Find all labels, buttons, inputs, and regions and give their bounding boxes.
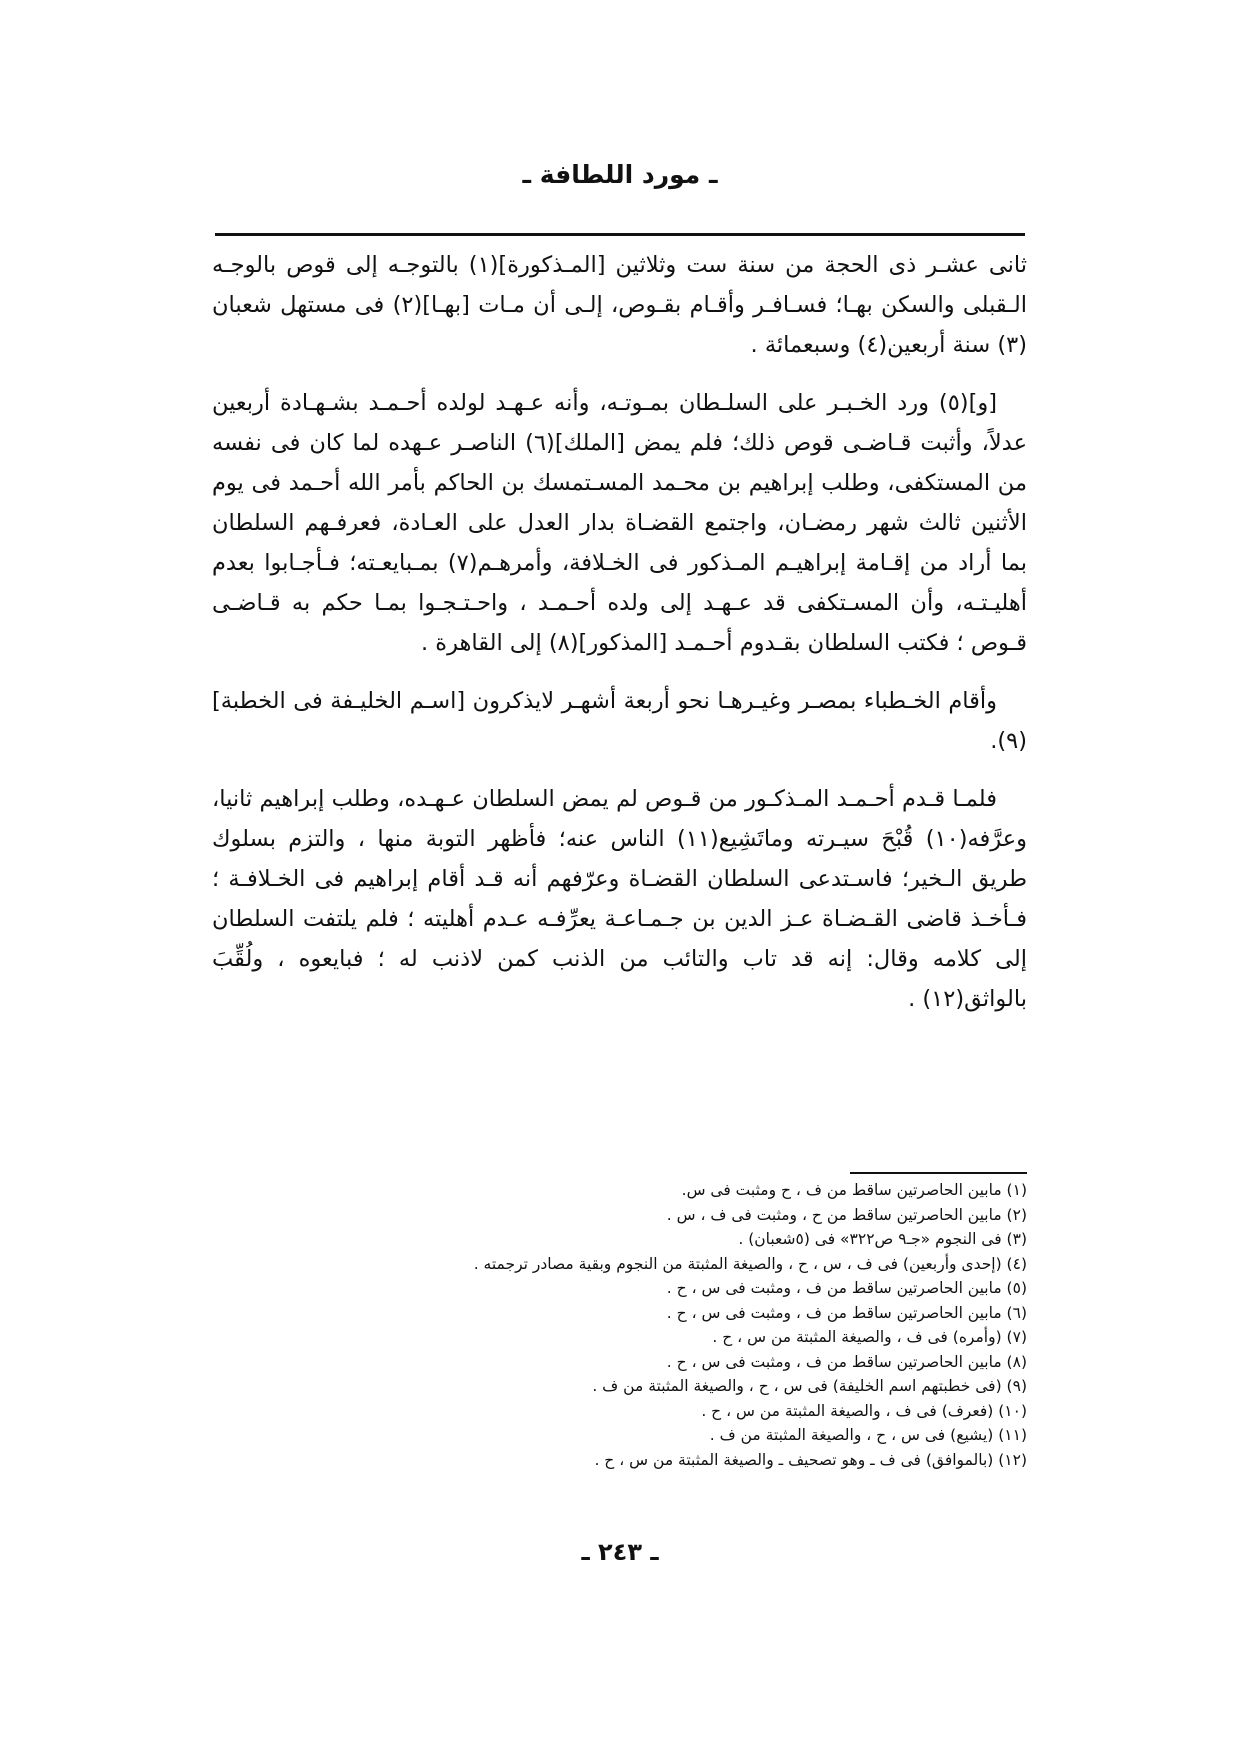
footnote-9: (٩) (فى خطبتهم اسم الخليفة) فى س ، ح ، والصيغة المثبتة من ف . bbox=[592, 1377, 1027, 1395]
running-header: ـ مورد اللطافة ـ bbox=[522, 160, 718, 189]
footnote-8: (٨) مابين الحاصرتين ساقط من ف ، ومثبت فى س ، ح . bbox=[666, 1352, 1027, 1371]
footnotes bbox=[212, 1178, 1027, 1472]
page-number: ـ ٢٤٣ ـ bbox=[581, 1538, 659, 1566]
footnote-2: (٢) مابين الحاصرتين ساقط من ح ، ومثبت فى ف ، س . bbox=[666, 1205, 1027, 1224]
paragraph-1: ثانى عشـر ذى الحجة من سنة ست وثلاثين [المـذكورة](١) بالتوجـه إلى قوص بالوجـه الـقبلى والسكن بهـا؛ فسـافـر وأقـام بقـوص، إلـى أن مـات [بهـا](٢) فى مستهل شعبان (٣) سنة أربعين(٤) وسبعمائة . bbox=[212, 252, 1027, 358]
footnote-5: (٥) مابين الحاصرتين ساقط من ف ، ومثبت فى س ، ح . bbox=[666, 1279, 1027, 1297]
paragraph-3: وأقام الخـطباء بمصـر وغيـرهـا نحو أربعة أشهـر لايذكرون [اسـم الخليـفة فى الخطبة](٩). bbox=[212, 688, 1027, 754]
footnote-3: (٣) فى النجوم «جـ٩ ص٣٢٢» فى (٥شعبان) . bbox=[738, 1230, 1027, 1248]
footnote-7: (٧) (وأمره) فى ف ، والصيغة المثبتة من س ، ح . bbox=[712, 1328, 1027, 1346]
footnote-4: (٤) (إحدى وأربعين) فى ف ، س ، ح ، والصيغة المثبتة من النجوم وبقية مصادر ترجمته . bbox=[473, 1254, 1027, 1273]
footnote-11: (١١) (يشيع) فى س ، ح ، والصيغة المثبتة من ف . bbox=[709, 1426, 1027, 1444]
header-divider bbox=[215, 233, 1025, 236]
footnote-1: (١) مابين الحاصرتين ساقط من ف ، ح ومثبت فى س. bbox=[681, 1181, 1027, 1199]
main-text bbox=[212, 245, 1027, 1019]
footnotes-divider bbox=[850, 1172, 1027, 1174]
paragraph-4: فلمـا قـدم أحـمـد المـذكـور من قـوص لم يمض السلطان عـهـده، وطلب إبراهيم ثانيا، وعرَّفه(١٠) قُبْحَ سيـرته وماتَشِيع(١١) الناس عنه؛ فأظهر التوبة منها ، والتزم بسلوك طريق الـخير؛ فاسـتدعى السلطان القضـاة وعرّفهم أنه قـد أقام إبراهيم فى الخـلافـة ؛ فـأخـذ قاضى القـضـاة عـز الدين بن جـمـاعـة يعرِّفـه عـدم أهليته ؛ فلم يلتفت السلطان إلى كلامه وقال: إنه قد تاب والتائب من الذنب كمن لاذنب له ؛ فبايعوه ، ولُقِّبَ بالواثق(١٢) . bbox=[212, 786, 1027, 1012]
footnote-12: (١٢) (بالموافق) فى ف ـ وهو تصحيف ـ والصيغة المثبتة من س ، ح . bbox=[594, 1450, 1027, 1469]
footnote-6: (٦) مابين الحاصرتين ساقط من ف ، ومثبت فى س ، ح . bbox=[666, 1303, 1027, 1322]
footnote-10: (١٠) (فعرف) فى ف ، والصيغة المثبتة من س ، ح . bbox=[701, 1401, 1027, 1420]
paragraph-2: [و](٥) ورد الخـبـر على السلـطان بمـوتـه، وأنه عـهـد لولده أحـمـد بشـهـادة أربعين عدلاً، وأثبت قـاضـى قوص ذلك؛ فلم يمض [الملك](٦) الناصـر عـهده لما كان فى نفسه من المستكفى، وطلب إبراهيم بن محـمد المسـتمسك بن الحاكم بأمر الله أحـمد فى يوم الأثنين ثالث شهر رمضـان، واجتمع القضـاة بدار العدل على العـادة، فعرفـهم السلطان بما أراد من إقـامة إبراهيـم المـذكور فى الخـلافة، وأمرهـم(٧) بمـبايعـته؛ فـأجـابوا بعدم أهليـتـه، وأن المسـتكفى قد عـهـد إلى ولده أحـمـد ، واحـتـجـوا بمـا حكم به قـاضـى قـوص ؛ فكتب السلطان بقـدوم أحـمـد [المذكور](٨) إلى القاهرة . bbox=[212, 390, 1027, 656]
